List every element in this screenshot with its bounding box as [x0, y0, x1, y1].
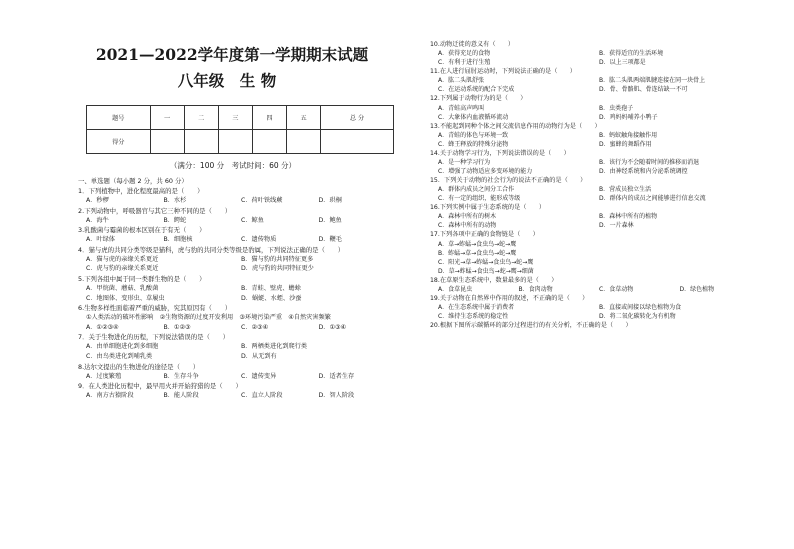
question-text: 2.下列动物中，呼吸器官与其它三种不同的是（ ） — [78, 206, 232, 215]
question-text: 11.在人进行屈肘运动时，下列说法正确的是（ ） — [430, 68, 576, 76]
exam-subtitle: 八年级 生 物 — [177, 71, 277, 90]
option-list — [78, 323, 396, 333]
score-table-header-row — [87, 106, 394, 130]
question-text: 9．在人类进化历程中，最早用火并开始狩猎的是（ ） — [78, 382, 242, 391]
answer-option[interactable]: D．智人阶段 — [318, 392, 355, 400]
answer-option[interactable]: D．珙桐 — [318, 197, 342, 204]
answer-option[interactable]: B．鳄蛇 — [163, 216, 187, 224]
answer-option[interactable]: B．青蛙、壁虎、蟾蜍 — [241, 284, 301, 292]
option-list — [430, 185, 760, 203]
answer-option[interactable]: C．地图体、变形虫、草履虫 — [86, 294, 165, 302]
answer-option[interactable]: A．猫与虎的亲缘关系更近 — [86, 255, 159, 263]
answer-option[interactable]: A．海牛 — [86, 216, 109, 224]
exam-meta: （满分：100 分 考试时间：60 分） — [169, 161, 297, 170]
answer-option[interactable]: A．甲烷菌、蘑菇、乳酸菌 — [86, 284, 159, 292]
answer-option[interactable]: D．适者生存 — [318, 372, 355, 380]
score-entry-cell[interactable] — [218, 130, 252, 154]
score-entry-cell[interactable] — [184, 130, 218, 154]
answer-option[interactable]: D．蜗蜓、水蛭、沙蚕 — [241, 294, 302, 302]
score-cell: 五 — [287, 106, 321, 130]
answer-option[interactable]: B．获得适宜的生活环境 — [599, 50, 664, 58]
option-list — [430, 76, 760, 94]
answer-option[interactable]: C．大象体内血液循环流动 — [438, 113, 509, 121]
answer-option[interactable]: B．蚱蜢→草→食虫鸟→蛇→鹰 — [438, 249, 517, 257]
question-list-left — [78, 186, 396, 401]
answer-option[interactable]: A．草→蚱蜢→食虫鸟→蛇→鹰 — [438, 240, 517, 248]
question-text: 6.生物多样性面临着严重的威胁，究其原因有（ ） — [78, 304, 232, 313]
question-text: 3.乳酸菌与霉菌的根本区别在于有无（ ） — [78, 226, 206, 235]
answer-option[interactable]: C．遗传变异 — [241, 372, 277, 380]
answer-option[interactable]: C．增强了动物适应多变环境的能力 — [438, 168, 533, 176]
question-text: 13.不能起到同种个体之间交流信息作用的动物行为是（ ） — [430, 122, 601, 130]
answer-option[interactable]: C．食草动物 — [599, 285, 634, 293]
answer-option[interactable]: A．叶绿体 — [86, 236, 115, 244]
answer-option[interactable]: C．直立人阶段 — [241, 392, 283, 400]
answer-option[interactable]: B．细胞核 — [163, 236, 193, 244]
option-list — [430, 285, 760, 294]
question-text: 12.下列属于动物行为的是（ ） — [430, 95, 527, 103]
question-text: 5.下列各组中属于同一类群生物的是（ ） — [78, 274, 206, 283]
answer-option[interactable]: A．肱二头肌舒张 — [438, 77, 485, 85]
answer-option[interactable]: D．将二氧化碳转化为有机物 — [599, 313, 676, 321]
answer-option[interactable]: D．鸡妈妈哺养小鸭子 — [599, 113, 658, 121]
answer-option[interactable]: C．虎与豹的亲缘关系更近 — [86, 265, 159, 273]
score-cell: 总 分 — [321, 106, 394, 130]
score-cell: 得分 — [87, 130, 151, 154]
question-list-right — [430, 40, 760, 330]
answer-option[interactable]: D．鲍鱼 — [318, 216, 342, 224]
answer-option[interactable]: C．有一定的组织，能形成等级 — [438, 195, 521, 203]
score-entry-cell[interactable] — [321, 130, 394, 154]
answer-option[interactable]: D．绿色植物 — [679, 285, 715, 293]
answer-option[interactable]: D．虎与豹的共同特征更少 — [241, 265, 314, 273]
section-heading: 一、单选题（每小题 2 分，共 60 分） — [78, 177, 188, 185]
exam-title: 2021—2022学年度第一学期期末试题 — [95, 45, 369, 64]
option-list — [430, 303, 760, 321]
answer-option[interactable]: B．营成员独立生活 — [599, 186, 652, 194]
option-list — [78, 342, 396, 361]
answer-option[interactable]: A．森林中所有的树木 — [438, 213, 497, 221]
answer-option[interactable]: B．直接或间接以绿色植物为食 — [599, 304, 682, 312]
score-table — [86, 105, 394, 154]
answer-option[interactable]: C．②③④ — [241, 323, 269, 331]
option-list — [78, 255, 396, 274]
answer-option[interactable]: D．①③④ — [318, 323, 347, 331]
answer-option[interactable]: C．荷叶铁线蕨 — [241, 197, 283, 204]
score-cell: 四 — [252, 106, 286, 130]
answer-option[interactable]: A．群体内成员之间分工合作 — [438, 186, 515, 194]
option-list — [430, 131, 760, 149]
option-list — [430, 158, 760, 176]
answer-option[interactable]: B．食肉动物 — [518, 285, 553, 293]
answer-option[interactable]: D．以上三项都是 — [599, 59, 646, 67]
option-list — [430, 240, 760, 276]
answer-option[interactable]: A．过度繁殖 — [86, 372, 122, 380]
option-list — [430, 49, 760, 67]
answer-option[interactable]: D．群体内的成员之间能够进行信息交流 — [599, 195, 706, 203]
answer-option[interactable]: A．食草昆虫 — [438, 285, 473, 293]
question-text: 20.根据下图所示碳循环的部分过程进行的有关分析，不正确的是（ ） — [430, 322, 632, 330]
option-list — [430, 212, 760, 230]
score-cell: 题号 — [87, 106, 151, 130]
answer-option[interactable]: B．猫与豹的共同特征更多 — [241, 255, 314, 263]
score-entry-cell[interactable] — [150, 130, 184, 154]
answer-option[interactable]: A．秒椤 — [86, 197, 109, 204]
answer-option[interactable]: B．能人阶段 — [163, 392, 199, 400]
question-text: 1．下列植物中，进化程度最高的是（ ） — [78, 187, 204, 195]
answer-option[interactable]: B．两栖类进化到爬行类 — [241, 343, 308, 351]
answer-option[interactable]: B．①②③ — [163, 323, 191, 331]
option-list — [78, 372, 396, 382]
answer-option[interactable]: C．维持生态系统的稳定性 — [438, 313, 509, 321]
answer-option[interactable]: C．蜂王释放的特殊分泌物 — [438, 140, 509, 148]
option-list — [78, 391, 396, 401]
question-text: 8.达尔文提出的生物进化的途径是（ ） — [78, 362, 200, 371]
question-text: 17.下列各项中正确的食物链是（ ） — [430, 231, 539, 239]
answer-option[interactable]: C．由鸟类进化到哺乳类 — [86, 352, 153, 360]
answer-option[interactable]: A．在生态系统中属于消费者 — [438, 304, 515, 312]
answer-option[interactable]: C．鲸鱼 — [241, 216, 264, 224]
answer-option[interactable]: D．骨、骨骼肌、骨连结缺一不可 — [599, 86, 688, 94]
answer-option[interactable]: A．南方古猿阶段 — [86, 392, 134, 400]
answer-option[interactable]: B．森林中所有的植物 — [599, 213, 658, 221]
answer-option[interactable]: D．草→蚱蜢→食虫鸟→蛇→鹰→细菌 — [438, 267, 534, 275]
answer-option[interactable]: B．蚂蚁触角接触作用 — [599, 131, 658, 139]
answer-option[interactable]: C．遗传物质 — [241, 236, 277, 244]
answer-option[interactable]: D．从无到有 — [241, 352, 277, 360]
question-text: 10.动物迁徙的意义有（ ） — [430, 41, 515, 48]
left-column — [78, 46, 396, 401]
answer-option[interactable]: A．青蛙的体色与环境一致 — [438, 131, 509, 139]
option-list — [78, 284, 396, 303]
score-table-score-row — [87, 130, 394, 154]
option-list — [430, 104, 760, 122]
answer-option[interactable]: A．获得充足的食物 — [438, 50, 491, 58]
option-list — [78, 216, 396, 226]
answer-option[interactable]: D．由神经系统和内分泌系统调控 — [599, 168, 688, 176]
question-text: 19.关于动物在自然界中作用的叙述，不正确的是（ ） — [430, 294, 589, 302]
answer-option[interactable]: D．鞭毛 — [318, 236, 342, 244]
answer-option[interactable]: C．有利于进行生殖 — [438, 59, 491, 67]
answer-option[interactable]: C．在运动系统的配合下完成 — [438, 86, 515, 94]
question-text: 18.在草原生态系统中，数量最多的是（ ） — [430, 276, 558, 284]
answer-option[interactable]: B．水杉 — [163, 197, 187, 204]
score-entry-cell[interactable] — [287, 130, 321, 154]
answer-option[interactable]: B．虫类孢子 — [599, 104, 634, 112]
question-text: 16.下列实例中属于生态系统的是（ ） — [430, 204, 546, 212]
answer-option[interactable]: A．是一种学习行为 — [438, 159, 491, 167]
option-list — [78, 196, 396, 206]
answer-option[interactable]: A．由单细胞进化到多细胞 — [86, 343, 159, 351]
answer-option[interactable]: C．阳光→草→蚱蜢→食虫鸟→蛇→鹰 — [438, 258, 534, 266]
answer-option[interactable]: C．森林中所有的动物 — [438, 222, 497, 230]
answer-option[interactable]: D．一片森林 — [599, 222, 634, 230]
question-text: 7．关于生物进化的历程，下列说法错误的是（ ） — [78, 333, 230, 342]
score-entry-cell[interactable] — [252, 130, 286, 154]
answer-option[interactable]: A．①②③④ — [86, 323, 119, 331]
score-cell: 三 — [218, 106, 252, 130]
answer-option[interactable]: A．青蛙高声鸣叫 — [438, 104, 485, 112]
answer-option[interactable]: B．该行为不会随着时间的推移而消退 — [599, 159, 700, 167]
answer-option[interactable]: B．肱二头肌两端肌腱连接在同一块骨上 — [599, 77, 706, 85]
answer-option[interactable]: B．生存斗争 — [163, 372, 199, 380]
option-list — [78, 313, 396, 323]
option-list — [78, 235, 396, 245]
right-column — [430, 40, 760, 330]
score-cell: 一 — [150, 106, 184, 130]
answer-option[interactable]: D．蜜蜂的舞蹈作用 — [599, 140, 652, 148]
score-cell: 二 — [184, 106, 218, 130]
question-text: 15．下列关于动物的社会行为的说法不正确的是（ ） — [430, 177, 587, 185]
answer-option[interactable]: ①人类活动的破坏性影响 ②生物资源的过度开发利用 ③环境污染严重 ④自然灾害频繁 — [86, 314, 331, 322]
question-text: 4．猫与虎的共同分类等级是猫科，虎与豹的共同分类等级是豹属，下列说法正确的是（ ） — [78, 245, 345, 254]
question-text: 14.关于动物学习行为，下列说法错误的是（ ） — [430, 149, 570, 157]
